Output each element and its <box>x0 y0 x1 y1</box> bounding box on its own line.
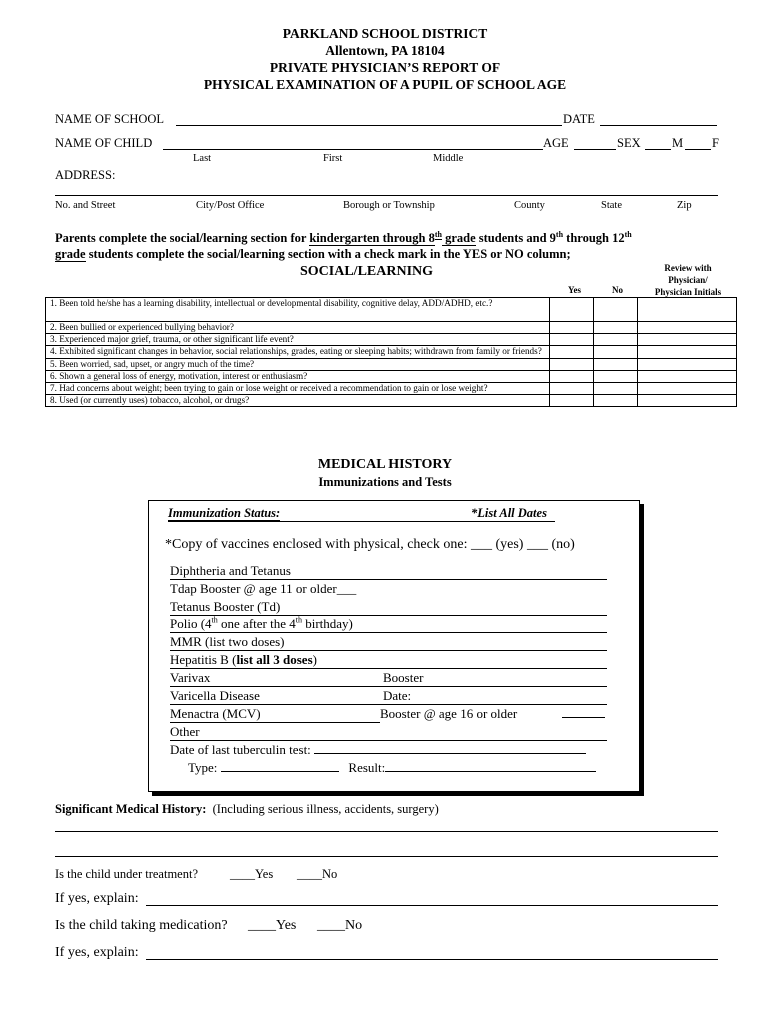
no-cell[interactable] <box>594 383 638 395</box>
td-row[interactable]: Tetanus Booster (Td) <box>170 598 607 616</box>
instructions-th2: th <box>555 229 564 239</box>
date-label: DATE <box>563 112 595 126</box>
initials-cell[interactable] <box>638 298 737 322</box>
yes-cell[interactable] <box>550 334 594 346</box>
last-caption: Last <box>193 153 212 164</box>
history-line-2[interactable] <box>55 856 718 857</box>
review-line1: Review with <box>664 263 712 273</box>
no-cell[interactable] <box>594 322 638 334</box>
sex-m-field[interactable] <box>645 149 671 150</box>
explain-2-field[interactable] <box>146 959 718 960</box>
social-learning-table <box>45 297 737 407</box>
medication-yes[interactable]: ____Yes <box>248 918 297 933</box>
table-row <box>46 346 737 358</box>
treatment-no[interactable]: ____No <box>297 867 338 881</box>
yes-cell[interactable] <box>550 358 594 370</box>
treatment-question: Is the child under treatment? <box>55 867 198 881</box>
question-3: 3. Experienced major grief, trauma, or other significant life event? <box>46 334 550 346</box>
report-title: PRIVATE PHYSICIAN’S REPORT OF <box>269 60 501 75</box>
zip-caption: Zip <box>677 200 692 211</box>
yes-cell[interactable] <box>550 346 594 358</box>
hepb-row[interactable]: Hepatitis B (list all 3 doses) <box>170 651 607 669</box>
date-field[interactable] <box>600 125 717 126</box>
no-cell[interactable] <box>594 346 638 358</box>
tdap-row[interactable]: Tdap Booster @ age 11 or older___ <box>170 581 357 596</box>
instructions-mid: students and 9 <box>475 231 556 245</box>
instructions-th3: th <box>624 229 632 239</box>
table-row <box>46 334 737 346</box>
district-address: Allentown, PA 18104 <box>325 43 445 58</box>
instructions-k8: kindergarten through 8 <box>309 231 435 245</box>
social-title: SOCIAL/LEARNING <box>300 264 434 279</box>
review-header <box>638 262 738 298</box>
menactra-row[interactable]: Menactra (MCV) Booster @ age 16 or older <box>170 705 605 723</box>
initials-cell[interactable] <box>638 334 737 346</box>
table-row <box>46 370 737 382</box>
medical-history-title: MEDICAL HISTORY <box>317 457 453 472</box>
review-line3: Physician Initials <box>654 287 722 297</box>
table-row <box>46 383 737 395</box>
table-row <box>46 358 737 370</box>
question-5: 5. Been worried, sad, upset, or angry much of the time? <box>46 358 550 370</box>
history-line-1[interactable] <box>55 831 718 832</box>
question-7: 7. Had concerns about weight; been trying to gain or lose weight or received a recommendation to gain or lose weight? <box>46 383 550 395</box>
initials-cell[interactable] <box>638 395 737 407</box>
significant-history <box>55 802 439 817</box>
borough-caption: Borough or Township <box>343 200 435 211</box>
instructions-end: students complete the social/learning section with a check mark in the YES or NO column; <box>85 247 571 261</box>
address-field[interactable] <box>55 195 718 196</box>
age-field[interactable] <box>574 149 616 150</box>
yes-cell[interactable] <box>550 322 594 334</box>
child-label: NAME OF CHILD <box>55 136 153 150</box>
explain-1-field[interactable] <box>146 905 718 906</box>
no-header: No <box>612 285 623 295</box>
school-label: NAME OF SCHOOL <box>55 112 165 126</box>
polio-row[interactable]: Polio (4th one after the 4th birthday) <box>170 615 607 633</box>
yes-cell[interactable] <box>550 395 594 407</box>
instructions-grade: grade <box>442 231 476 246</box>
sex-m-label: M <box>672 136 684 150</box>
instructions <box>55 230 735 262</box>
address-label: ADDRESS: <box>55 168 116 182</box>
tb-test-row[interactable]: Date of last tuberculin test: <box>170 741 586 758</box>
no-cell[interactable] <box>594 334 638 346</box>
medication-no[interactable]: ____No <box>317 918 363 933</box>
instructions-th1: th <box>434 229 442 239</box>
yes-cell[interactable] <box>550 298 594 322</box>
significant-history-note: (Including serious illness, accidents, surgery) <box>212 802 439 816</box>
street-caption: No. and Street <box>55 200 116 211</box>
question-2: 2. Been bullied or experienced bullying behavior? <box>46 322 550 334</box>
district-name: PARKLAND SCHOOL DISTRICT <box>282 26 488 41</box>
report-subtitle: PHYSICAL EXAMINATION OF A PUPIL OF SCHOOL AGE <box>203 77 567 92</box>
no-cell[interactable] <box>594 370 638 382</box>
no-cell[interactable] <box>594 358 638 370</box>
table-row <box>46 395 737 407</box>
instructions-part1: Parents complete the social/learning section for <box>55 231 310 245</box>
sex-f-field[interactable] <box>685 149 711 150</box>
instructions-through12: through 12 <box>563 231 625 245</box>
question-4: 4. Exhibited significant changes in behavior, social relationships, grades, eating or sleeping habits; withdrawn from family or friends? <box>46 346 550 358</box>
table-row <box>46 298 737 322</box>
yes-cell[interactable] <box>550 370 594 382</box>
sex-f-label: F <box>712 136 719 150</box>
no-cell[interactable] <box>594 395 638 407</box>
varivax-row[interactable]: Varivax Booster <box>170 669 607 687</box>
tb-type-row[interactable]: Type: Result: <box>188 759 596 776</box>
mmr-row[interactable]: MMR (list two doses) <box>170 633 607 651</box>
question-8: 8. Used (or currently uses) tobacco, alcohol, or drugs? <box>46 395 550 407</box>
state-caption: State <box>601 200 622 211</box>
explain-2-label: If yes, explain: <box>55 945 139 960</box>
initials-cell[interactable] <box>638 346 737 358</box>
immunization-status-rule <box>168 521 555 522</box>
question-1: 1. Been told he/she has a learning disability, intellectual or developmental disability, cognitive delay, ADD/ADHD, etc.? <box>46 298 550 322</box>
yes-cell[interactable] <box>550 383 594 395</box>
first-caption: First <box>323 153 343 164</box>
sex-label: SEX <box>617 136 641 150</box>
immunization-status-label: Immunization Status: <box>168 506 281 520</box>
child-field[interactable] <box>163 149 543 150</box>
city-caption: City/Post Office <box>196 200 265 211</box>
dtap-row[interactable]: Diphtheria and Tetanus <box>170 562 607 580</box>
medication-question: Is the child taking medication? <box>55 918 228 933</box>
county-caption: County <box>514 200 545 211</box>
initials-cell[interactable] <box>638 322 737 334</box>
varicella-row[interactable]: Varicella Disease Date: <box>170 687 607 705</box>
other-row[interactable]: Other <box>170 723 607 741</box>
initials-cell[interactable] <box>638 370 737 382</box>
yes-header: Yes <box>568 285 581 295</box>
instructions-grade2: grade <box>55 247 86 261</box>
immunizations-subtitle: Immunizations and Tests <box>318 475 452 489</box>
school-field[interactable] <box>176 125 562 126</box>
explain-1-label: If yes, explain: <box>55 891 139 906</box>
list-all-dates-label: *List All Dates <box>471 506 547 520</box>
review-line2: Physician/ <box>668 275 708 285</box>
significant-history-label: Significant Medical History: <box>55 802 207 816</box>
treatment-yes[interactable]: ____Yes <box>230 867 274 881</box>
initials-cell[interactable] <box>638 358 737 370</box>
initials-cell[interactable] <box>638 383 737 395</box>
question-6: 6. Shown a general loss of energy, motivation, interest or enthusiasm? <box>46 370 550 382</box>
table-row <box>46 322 737 334</box>
vaccine-copy-question[interactable]: *Copy of vaccines enclosed with physical, check one: ___ (yes) ___ (no) <box>165 537 575 552</box>
age-label: AGE <box>543 136 569 150</box>
middle-caption: Middle <box>433 153 464 164</box>
no-cell[interactable] <box>594 298 638 322</box>
